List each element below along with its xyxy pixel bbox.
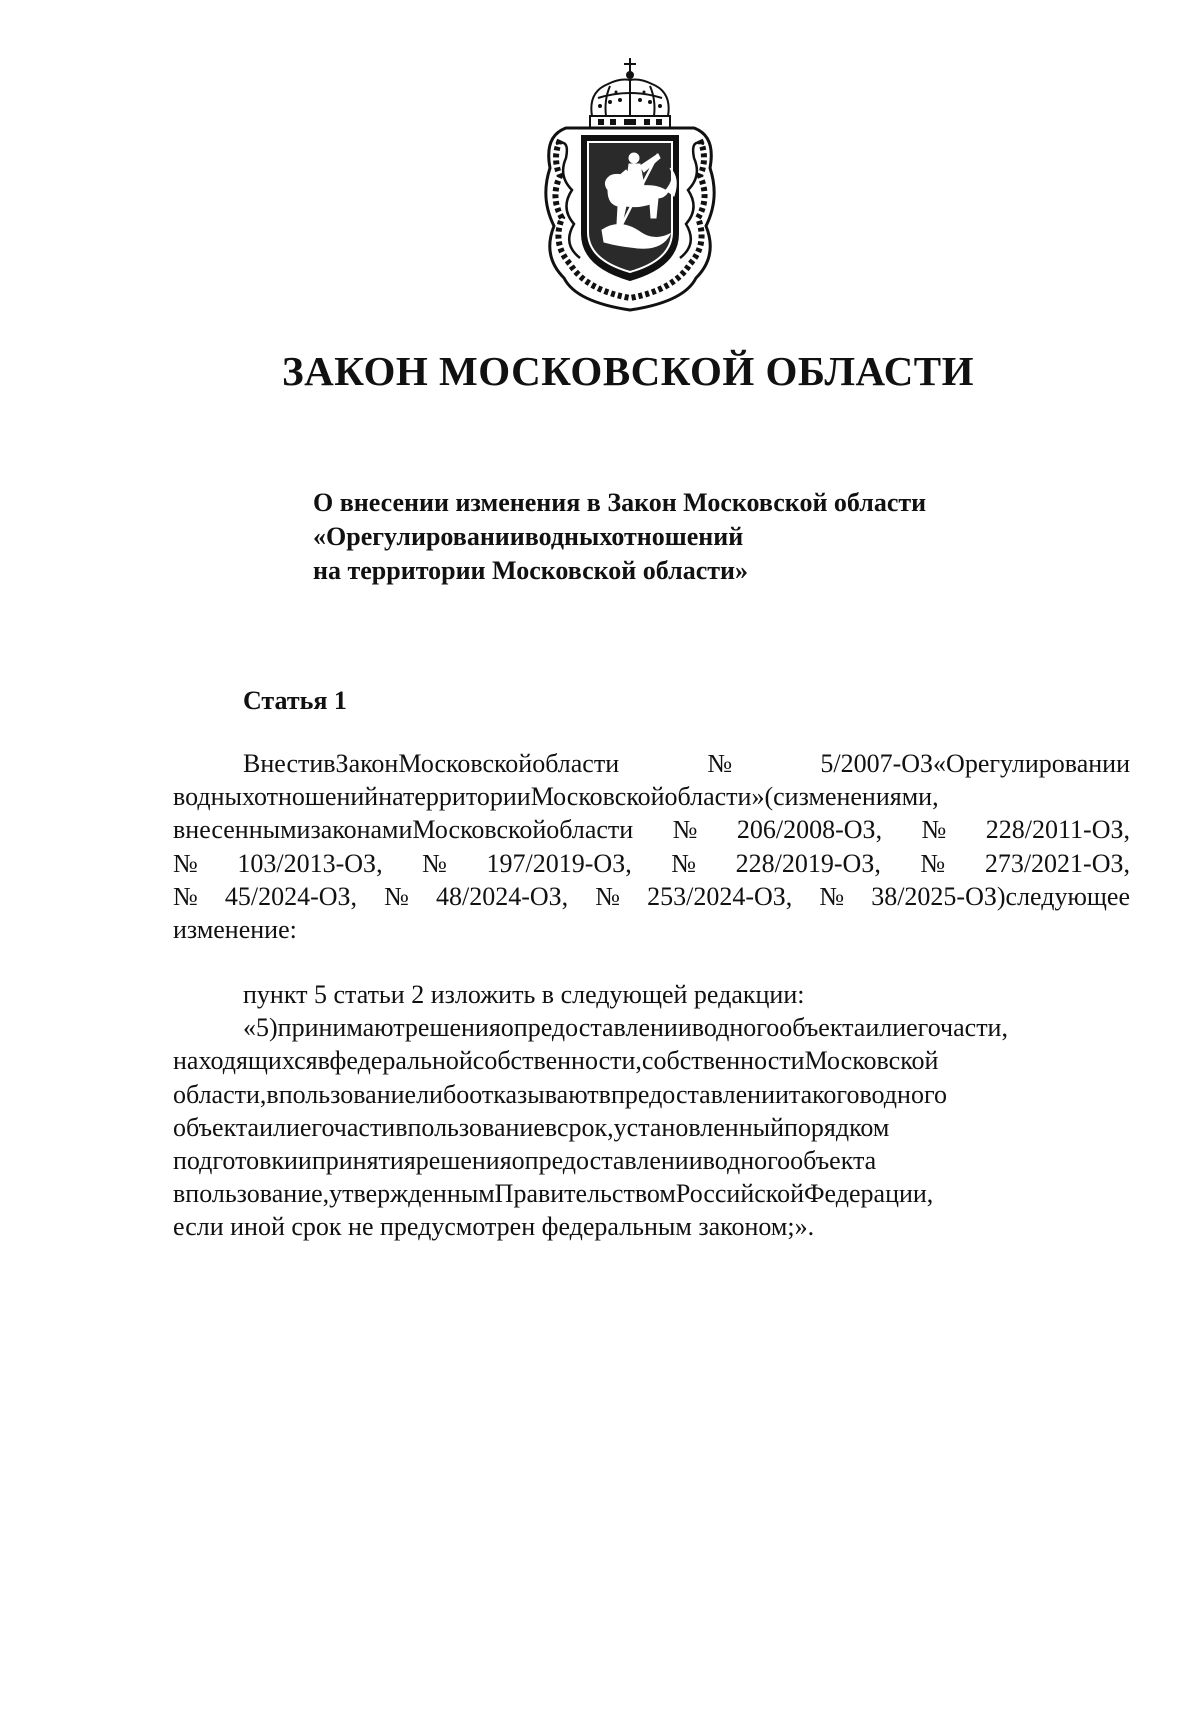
word: внесенными bbox=[173, 815, 311, 845]
word: № bbox=[568, 881, 648, 911]
word: порядком bbox=[784, 1112, 890, 1142]
word: следующее bbox=[1005, 881, 1130, 911]
word: водных bbox=[173, 782, 254, 812]
word: либо bbox=[416, 1079, 470, 1109]
word: его bbox=[299, 1112, 334, 1142]
word: пользование, bbox=[185, 1179, 330, 1209]
word: № bbox=[619, 749, 821, 778]
paragraph-line bbox=[173, 1144, 1130, 1177]
word: территории bbox=[403, 782, 531, 812]
word: отношений bbox=[611, 522, 744, 551]
word: такого bbox=[788, 1079, 860, 1109]
word: Российской bbox=[675, 1179, 805, 1209]
word: установленный bbox=[613, 1112, 785, 1142]
word: Федерации, bbox=[804, 1179, 934, 1209]
word: в bbox=[395, 1112, 408, 1142]
word: № bbox=[880, 848, 985, 878]
word: «5) bbox=[243, 1013, 278, 1043]
word: Внести bbox=[243, 749, 324, 778]
word: изменениями, bbox=[784, 782, 939, 812]
word: в bbox=[323, 749, 336, 778]
word: водного bbox=[859, 1079, 947, 1109]
word: Московской bbox=[398, 749, 533, 778]
paragraph-line: пункт 5 статьи 2 изложить в следующей редакции: bbox=[243, 980, 805, 1009]
word: Закон bbox=[335, 749, 399, 778]
paragraph-line bbox=[173, 780, 1130, 813]
word: № bbox=[382, 848, 487, 878]
word: объекта bbox=[173, 1112, 260, 1142]
word: собственности bbox=[641, 1046, 805, 1076]
word: законами bbox=[310, 815, 413, 845]
word: утвержденным bbox=[329, 1179, 495, 1209]
word: 228/2019-ОЗ, bbox=[735, 848, 881, 878]
paragraph-line bbox=[173, 1078, 1130, 1111]
word: части bbox=[333, 1112, 396, 1142]
paragraph-line bbox=[173, 747, 1130, 780]
paragraph-line bbox=[173, 847, 1130, 880]
word: объекта bbox=[790, 1146, 877, 1176]
word: 45/2024-ОЗ, bbox=[224, 881, 358, 911]
word: предоставлении bbox=[524, 1146, 703, 1176]
paragraph-line bbox=[173, 1044, 1130, 1077]
word: № bbox=[357, 881, 436, 911]
word: № bbox=[882, 815, 986, 845]
word: пользование bbox=[278, 1079, 417, 1109]
word: Московской bbox=[804, 1046, 939, 1076]
word: отказывают bbox=[469, 1079, 599, 1109]
subject-line: О внесении изменения в Закон Московской области bbox=[313, 488, 927, 517]
paragraph-line bbox=[173, 1177, 1130, 1210]
word: области, bbox=[173, 1079, 267, 1109]
word: регулировании bbox=[346, 522, 525, 551]
word: или bbox=[259, 1112, 300, 1142]
paragraph-line bbox=[173, 1011, 1130, 1044]
word: о bbox=[511, 1146, 525, 1176]
word: федеральной bbox=[329, 1046, 473, 1076]
word: 197/2019-ОЗ, bbox=[486, 848, 632, 878]
word: «О bbox=[313, 522, 347, 551]
word: № bbox=[633, 815, 737, 845]
word: в bbox=[173, 1179, 186, 1209]
word: водного bbox=[691, 1013, 780, 1043]
word: 273/2021-ОЗ, bbox=[984, 848, 1130, 878]
paragraph-line: изменение: bbox=[173, 915, 297, 945]
word: области bbox=[532, 749, 620, 778]
subject-line-justified bbox=[313, 520, 990, 554]
word: принятия bbox=[311, 1146, 416, 1176]
word: водного bbox=[702, 1146, 791, 1176]
word: решения bbox=[404, 1013, 501, 1043]
paragraph-line bbox=[173, 1111, 1130, 1144]
word: срок, bbox=[557, 1112, 614, 1142]
word: регулировании bbox=[964, 749, 1130, 778]
article-heading: Статья 1 bbox=[243, 686, 347, 715]
word: 48/2024-ОЗ, bbox=[435, 881, 569, 911]
word: 38/2025-ОЗ) bbox=[871, 881, 1006, 911]
word: в bbox=[266, 1079, 279, 1109]
paragraph-line bbox=[173, 813, 1130, 846]
word: Московской bbox=[530, 782, 665, 812]
word: Правительством bbox=[494, 1179, 676, 1209]
word: в bbox=[317, 1046, 330, 1076]
word: «О bbox=[933, 749, 965, 778]
word: находящихся bbox=[173, 1046, 318, 1076]
word: части, bbox=[940, 1013, 1008, 1043]
word: о bbox=[500, 1013, 514, 1043]
word: пользование bbox=[407, 1112, 545, 1142]
word: в bbox=[598, 1079, 611, 1109]
coat-of-arms-icon bbox=[530, 58, 730, 312]
word: водных bbox=[524, 522, 612, 551]
word: его bbox=[906, 1013, 941, 1043]
word: области bbox=[546, 815, 634, 845]
word: 253/2024-ОЗ, bbox=[647, 881, 793, 911]
word: № bbox=[631, 848, 736, 878]
word: № bbox=[173, 848, 238, 878]
law-subject bbox=[313, 486, 990, 588]
word: в bbox=[544, 1112, 557, 1142]
law-title: ЗАКОН МОСКОВСКОЙ ОБЛАСТИ bbox=[282, 348, 974, 394]
word: 5/2007-ОЗ bbox=[820, 749, 934, 778]
word: на bbox=[378, 782, 404, 812]
word: собственности, bbox=[472, 1046, 642, 1076]
word: предоставлении bbox=[513, 1013, 692, 1043]
word: (с bbox=[764, 782, 785, 812]
word: № bbox=[173, 881, 225, 911]
article-paragraph-1 bbox=[173, 747, 1130, 946]
paragraph-line bbox=[173, 880, 1130, 913]
word: или bbox=[865, 1013, 907, 1043]
word: № bbox=[792, 881, 872, 911]
word: 228/2011-ОЗ, bbox=[985, 815, 1130, 845]
word: отношений bbox=[253, 782, 379, 812]
word: 206/2008-ОЗ, bbox=[736, 815, 883, 845]
word: подготовки bbox=[173, 1146, 298, 1176]
word: и bbox=[297, 1146, 312, 1176]
word: предоставлении bbox=[610, 1079, 789, 1109]
article-paragraph-2 bbox=[173, 978, 1130, 1244]
word: Московской bbox=[412, 815, 547, 845]
word: принимают bbox=[277, 1013, 405, 1043]
word: области» bbox=[664, 782, 765, 812]
subject-line: на территории Московской области» bbox=[313, 556, 749, 585]
paragraph-line: если иной срок не предусмотрен федеральным законом;». bbox=[173, 1212, 815, 1242]
word: 103/2013-ОЗ, bbox=[237, 848, 383, 878]
word: объекта bbox=[779, 1013, 866, 1043]
word: решения bbox=[415, 1146, 512, 1176]
